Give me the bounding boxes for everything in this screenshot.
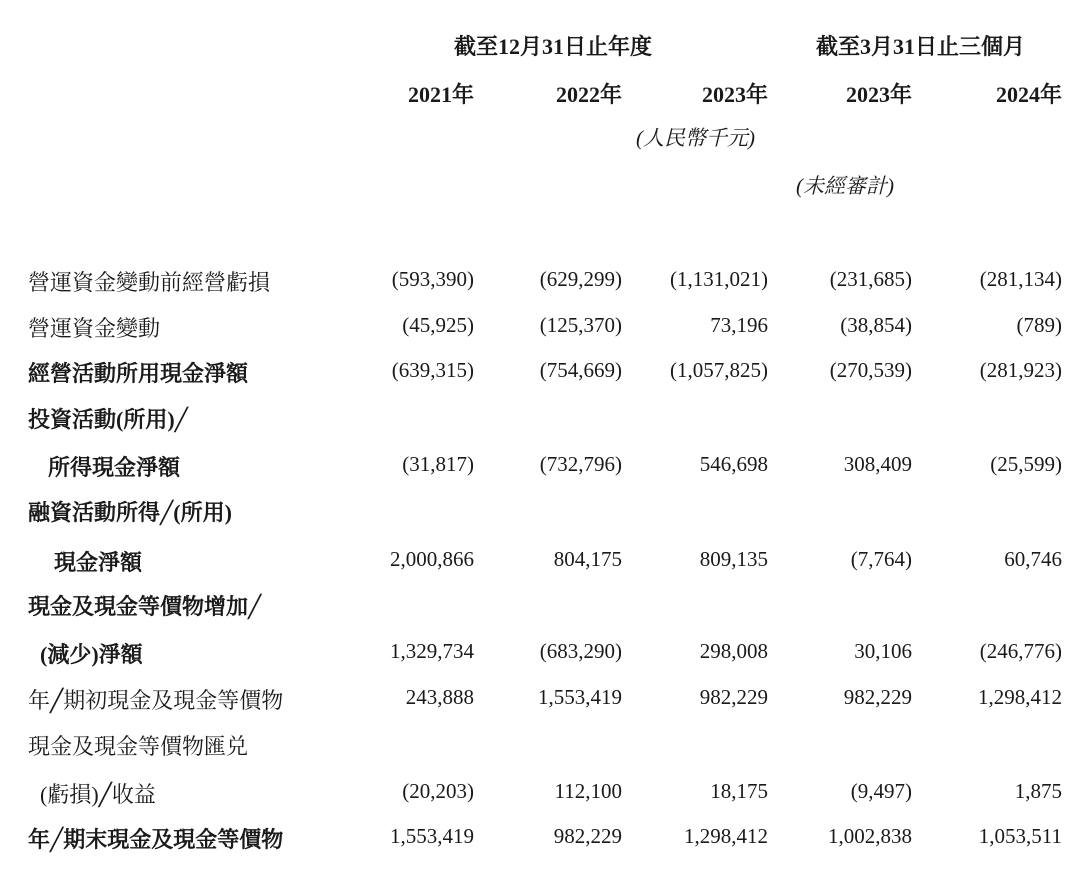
cell-2022: (125,370) (539, 313, 622, 337)
row-label: 年╱期末現金及現金等價物 (28, 827, 284, 852)
header-group-quarter: 截至3月31日止三個月 (816, 34, 1026, 59)
cell-2022: (732,796) (539, 452, 622, 476)
cell-2024-q: 60,746 (1004, 547, 1062, 571)
cell-2023: 298,008 (699, 639, 768, 663)
cell-2022: (683,290) (539, 639, 622, 663)
year-header-2024-q: 2024年 (995, 82, 1062, 107)
cell-2023-q: (7,764) (850, 547, 912, 571)
row-label: 所得現金淨額 (48, 455, 181, 480)
row-label: 營運資金變動 (28, 316, 161, 341)
cell-2021: 243,888 (405, 685, 474, 709)
cell-2024-q: (789) (1016, 313, 1062, 337)
row-label: 融資活動所得╱(所用) (28, 500, 232, 525)
cell-2023: 73,196 (710, 313, 768, 337)
year-header-2021: 2021年 (407, 82, 474, 107)
unit-note: (人民幣千元) (636, 126, 755, 150)
cell-2023: (1,057,825) (670, 358, 768, 382)
cell-2023: 809,135 (699, 547, 768, 571)
row-label: (減少)淨額 (40, 642, 143, 667)
cell-2023: 1,298,412 (684, 824, 768, 848)
cell-2022: 1,553,419 (538, 685, 622, 709)
year-header-2023-q: 2023年 (845, 82, 912, 107)
cell-2024-q: (246,776) (979, 639, 1062, 663)
row-label: 經營活動所用現金淨額 (28, 361, 249, 386)
cell-2023: (1,131,021) (670, 267, 768, 291)
unaudited-note: (未經審計) (796, 174, 894, 198)
cell-2023: 982,229 (699, 685, 768, 709)
cell-2021: 2,000,866 (390, 547, 474, 571)
cell-2023-q: (38,854) (840, 313, 912, 337)
cell-2024-q: (281,134) (979, 267, 1062, 291)
row-label: 現金及現金等價物匯兑 (28, 734, 249, 759)
row-label: 現金及現金等價物增加╱ (28, 594, 262, 619)
cell-2023-q: 1,002,838 (828, 824, 912, 848)
cell-2021: (31,817) (402, 452, 474, 476)
cell-2024-q: 1,053,511 (978, 824, 1062, 848)
row-label: 營運資金變動前經營虧損 (28, 270, 271, 295)
cell-2023-q: 30,106 (854, 639, 912, 663)
header-group-annual: 截至12月31日止年度 (454, 34, 653, 59)
cell-2022: (629,299) (539, 267, 622, 291)
row-label: 現金淨額 (54, 550, 143, 575)
cell-2024-q: 1,875 (1014, 779, 1062, 803)
cell-2022: 112,100 (554, 779, 622, 803)
cell-2023-q: 308,409 (843, 452, 912, 476)
cell-2021: (593,390) (391, 267, 474, 291)
year-header-2023: 2023年 (701, 82, 768, 107)
cell-2023-q: (231,685) (829, 267, 912, 291)
cell-2024-q: (281,923) (979, 358, 1062, 382)
cell-2021: (45,925) (402, 313, 474, 337)
cell-2023: 18,175 (710, 779, 768, 803)
cell-2023-q: (9,497) (850, 779, 912, 803)
cell-2024-q: (25,599) (990, 452, 1062, 476)
cell-2023-q: (270,539) (829, 358, 912, 382)
row-label: 投資活動(所用)╱ (28, 407, 188, 432)
cell-2023: 546,698 (699, 452, 768, 476)
cell-2021: (20,203) (402, 779, 474, 803)
cell-2022: 804,175 (553, 547, 622, 571)
cell-2021: (639,315) (391, 358, 474, 382)
year-header-2022: 2022年 (555, 82, 622, 107)
cell-2022: 982,229 (553, 824, 622, 848)
cell-2021: 1,329,734 (390, 639, 474, 663)
cell-2024-q: 1,298,412 (978, 685, 1062, 709)
row-label: 年╱期初現金及現金等價物 (28, 688, 284, 713)
cell-2021: 1,553,419 (390, 824, 474, 848)
cell-2023-q: 982,229 (843, 685, 912, 709)
cell-2022: (754,669) (539, 358, 622, 382)
row-label: (虧損)╱收益 (40, 782, 156, 807)
